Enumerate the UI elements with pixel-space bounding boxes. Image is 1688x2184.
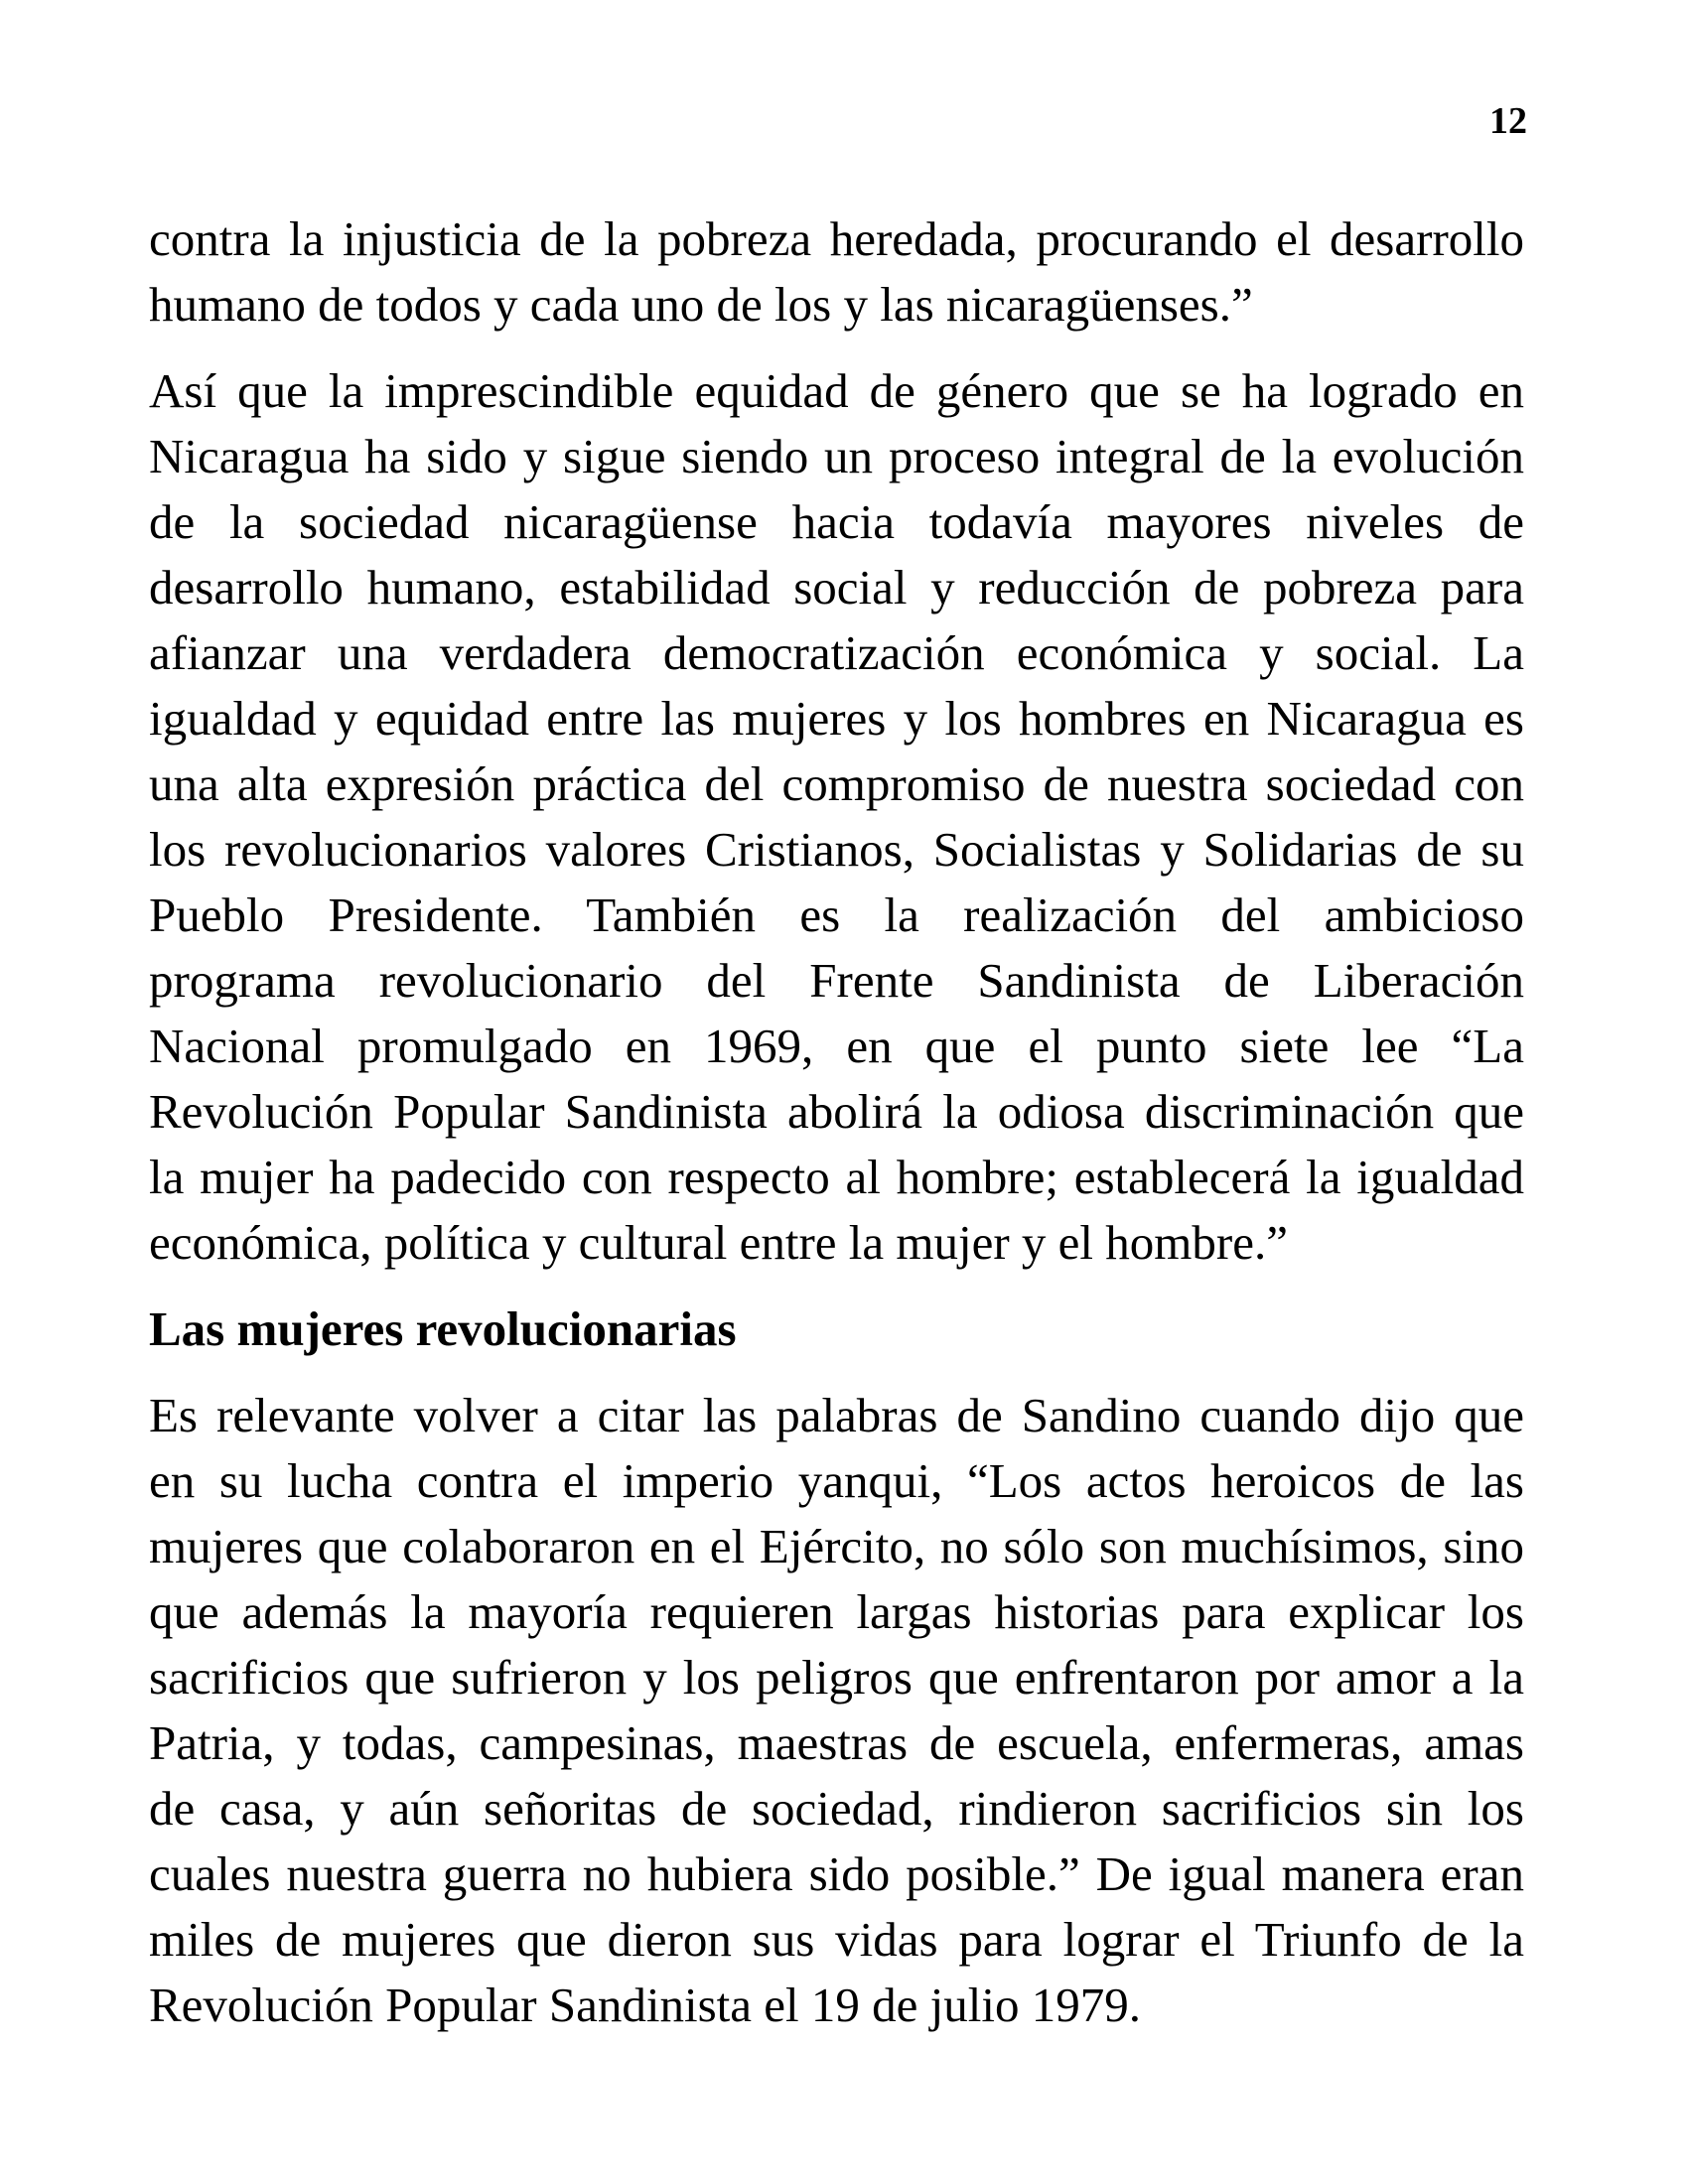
text-line: de la sociedad nicaragüense hacia todavía mayores niveles de	[149, 494, 1524, 549]
text-line: Es relevante volver a citar las palabras de Sandino cuando dijo que	[149, 1388, 1524, 1442]
text-line: una alta expresión práctica del compromiso de nuestra sociedad con	[149, 756, 1524, 811]
text-line: Nicaragua ha sido y sigue siendo un proceso integral de la evolución	[149, 429, 1524, 483]
section-heading: Las mujeres revolucionarias	[149, 1301, 737, 1356]
text-line: humano de todos y cada uno de los y las nicaragüenses.”	[149, 277, 1253, 332]
paragraph	[149, 358, 1524, 1276]
text-line: económica, política y cultural entre la mujer y el hombre.”	[149, 1215, 1288, 1270]
text-line: cuales nuestra guerra no hubiera sido posible.” De igual manera eran	[149, 1846, 1524, 1901]
text-line: los revolucionarios valores Cristianos, Socialistas y Solidarias de su	[149, 822, 1524, 877]
text-line: Revolución Popular Sandinista el 19 de julio 1979.	[149, 1978, 1141, 2032]
text-line: contra la injusticia de la pobreza heredada, procurando el desarrollo	[149, 211, 1524, 266]
text-line: Patria, y todas, campesinas, maestras de escuela, enfermeras, amas	[149, 1715, 1524, 1770]
text-line: miles de mujeres que dieron sus vidas para lograr el Triunfo de la	[149, 1912, 1524, 1967]
text-line: desarrollo humano, estabilidad social y reducción de pobreza para	[149, 560, 1524, 614]
text-line: Revolución Popular Sandinista abolirá la odiosa discriminación que	[149, 1084, 1524, 1139]
body-text	[149, 206, 1524, 2059]
text-line: que además la mayoría requieren largas historias para explicar los	[149, 1584, 1524, 1639]
text-line: Así que la imprescindible equidad de género que se ha logrado en	[149, 363, 1524, 418]
paragraph	[149, 206, 1524, 338]
text-line: la mujer ha padecido con respecto al hombre; establecerá la igualdad	[149, 1150, 1524, 1204]
text-line: de casa, y aún señoritas de sociedad, rindieron sacrificios sin los	[149, 1781, 1524, 1836]
text-line: en su lucha contra el imperio yanqui, “Los actos heroicos de las	[149, 1453, 1524, 1508]
page-number: 12	[1489, 100, 1527, 142]
text-line: programa revolucionario del Frente Sandinista de Liberación	[149, 953, 1524, 1008]
text-line: igualdad y equidad entre las mujeres y los hombres en Nicaragua es	[149, 691, 1524, 746]
text-line: sacrificios que sufrieron y los peligros que enfrentaron por amor a la	[149, 1650, 1524, 1705]
paragraph	[149, 1383, 1524, 2038]
text-line: afianzar una verdadera democratización económica y social. La	[149, 625, 1524, 680]
text-line: Pueblo Presidente. También es la realización del ambicioso	[149, 887, 1524, 942]
text-line: Nacional promulgado en 1969, en que el punto siete lee “La	[149, 1019, 1524, 1073]
text-line: mujeres que colaboraron en el Ejército, no sólo son muchísimos, sino	[149, 1519, 1524, 1573]
